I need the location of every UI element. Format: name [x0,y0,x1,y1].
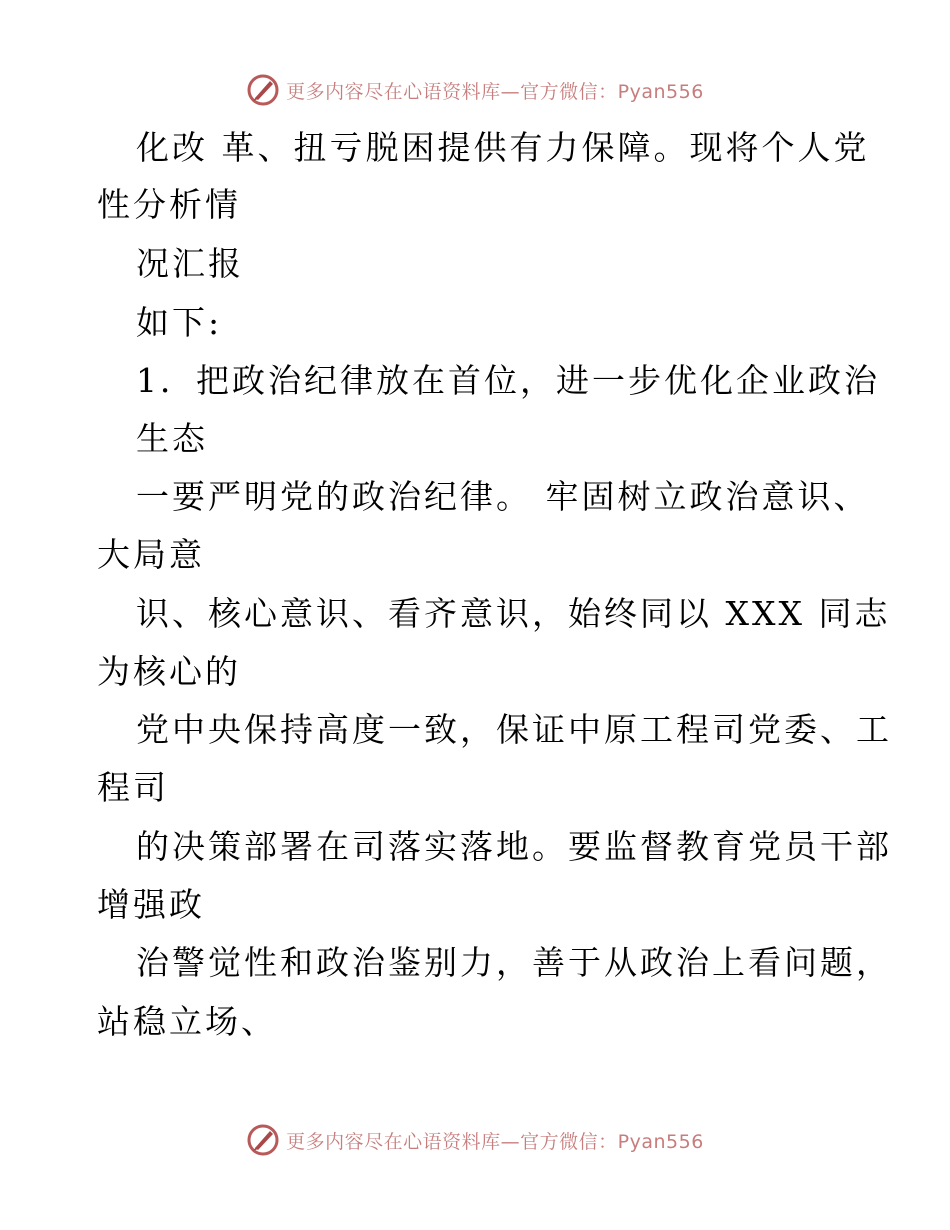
text-line: 化改 革、扭亏脱困提供有力保障。现将个人党 [136,128,870,167]
text-line: 为核心的 [97,652,241,691]
watermark-text: 更多内容尽在心语资料库—官方微信：Pyan556 [286,1130,704,1153]
watermark-banner-top [0,70,950,110]
text-line: 大局意 [97,535,205,574]
text-line: 一要严明党的政治纪律。 牢固树立政治意识、 [136,477,870,516]
text-line: 站稳立场、 [97,1002,277,1041]
text-line: 1．把政治纪律放在首位，进一步优化企业政治 [136,361,880,400]
text-line: 程司 [97,768,169,807]
watermark-text: 更多内容尽在心语资料库—官方微信：Pyan556 [286,80,704,103]
text-line: 生态 [136,419,208,458]
text-line: 如下: [136,303,223,342]
text-line: 治警觉性和政治鉴别力，善于从政治上看问题， [136,943,892,982]
text-line: 况汇报 [136,244,244,283]
quill-logo-icon [246,73,280,107]
text-line: 性分析情 [97,185,241,224]
watermark-banner-bottom [0,1120,950,1160]
text-line: 识、核心意识、看齐意识，始终同以 XXX 同志 [136,594,891,633]
quill-logo-icon [246,1123,280,1157]
text-line: 的决策部署在司落实落地。要监督教育党员干部 [136,827,892,866]
text-line: 党中央保持高度一致，保证中原工程司党委、工 [136,710,892,749]
text-line: 增强政 [97,885,205,924]
